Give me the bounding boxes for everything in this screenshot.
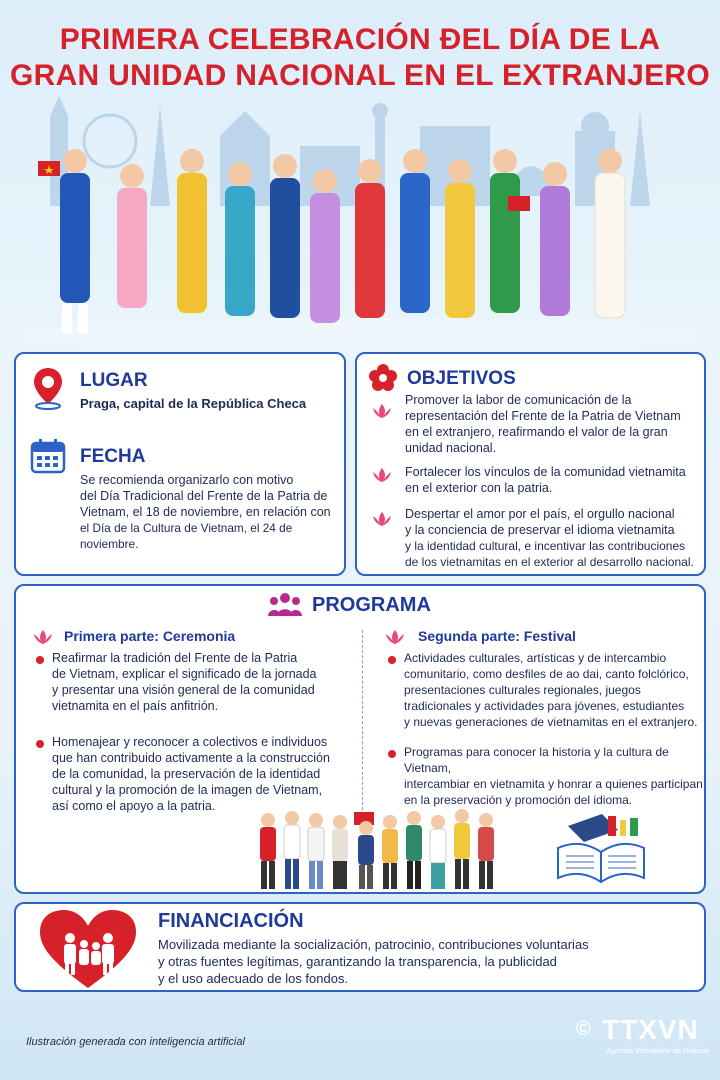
lugar-text: Praga, capital de la República Checa — [80, 396, 307, 411]
part1-line: y presentar una visión general de la comunidad — [52, 683, 315, 697]
bullet — [388, 656, 396, 664]
objetivo-line: de los vietnamitas en el exterior al desarrollo nacional. — [405, 555, 694, 569]
part1-line: Reafirmar la tradición del Frente de la Patria — [52, 651, 298, 665]
objetivo-line: Fortalecer los vínculos de la comunidad vietnamita — [405, 465, 686, 479]
fecha-line: del Día Tradicional del Frente de la Patria de — [80, 489, 328, 503]
financiacion-heading: FINANCIACIÓN — [158, 910, 304, 932]
part2-item — [404, 744, 704, 808]
financiacion-line: Movilizada mediante la socialización, patrocinio, contribuciones voluntarias — [158, 937, 589, 952]
open-book-illustration — [548, 812, 654, 888]
part2-line: Programas para conocer la historia y la cultura de Vietnam, — [404, 745, 669, 775]
objetivo-line: en el extranjero, reafirmando el valor de la gran — [405, 425, 668, 439]
fecha-line: el Día de la Cultura de Vietnam, el 24 de noviembre. — [80, 521, 293, 551]
family-heart-icon — [38, 908, 138, 990]
part1-title: Primera parte: Ceremonia — [64, 628, 236, 644]
objetivo-item — [405, 506, 703, 570]
part1-line: cultural y la promoción de la imagen de Vietnam, — [52, 783, 323, 797]
landmarks-and-people-illustration — [0, 96, 720, 348]
lugar-fecha-card — [14, 352, 346, 576]
part1-item — [52, 650, 362, 714]
financiacion-text — [158, 936, 698, 987]
objetivos-heading: OBJETIVOS — [407, 368, 516, 389]
part2-line: en la preservación y promoción del idioma. — [404, 793, 633, 807]
part2-line: Actividades culturales, artísticas y de intercambio — [404, 651, 667, 665]
bullet — [388, 750, 396, 758]
fecha-line: Vietnam, el 18 de noviembre, en relación con — [80, 505, 331, 519]
part1-line: de Vietnam, explicar el significado de la jornada — [52, 667, 317, 681]
people-group-icon — [268, 592, 302, 618]
copyright-symbol: © — [576, 1018, 591, 1040]
objetivo-line: y la conciencia de preservar el idioma vietnamita — [405, 523, 675, 537]
ttxvn-logo: TTXVN — [602, 1014, 699, 1045]
lotus-icon — [369, 510, 395, 528]
part1-line: de la comunidad, la preservación de la identidad — [52, 767, 321, 781]
community-crowd-illustration — [254, 808, 516, 892]
fecha-text — [80, 472, 344, 552]
column-divider — [362, 630, 363, 810]
objetivo-line: unidad nacional. — [405, 441, 497, 455]
fecha-heading: FECHA — [80, 446, 146, 467]
part2-line: tradicionales y actividades para jóvenes, estudiantes — [404, 699, 685, 713]
calendar-icon — [30, 438, 66, 474]
lotus-icon — [382, 628, 408, 646]
ai-illustration-note: Ilustración generada con inteligencia artificial — [26, 1036, 245, 1048]
bullet — [36, 740, 44, 748]
part1-item — [52, 734, 362, 814]
lotus-icon — [369, 402, 395, 420]
part2-line: comunitario, como desfiles de ao dai, canto folclórico, — [404, 667, 689, 681]
objetivo-item — [405, 464, 701, 496]
objetivo-line: en el exterior con la patria. — [405, 481, 553, 495]
title-line-1: PRIMERA CELEBRACIÓN ĐEL DÍA DE LA — [59, 23, 661, 56]
map-pin-icon — [32, 366, 64, 410]
page-title — [0, 22, 720, 94]
hero-illustration — [0, 96, 720, 348]
lugar-heading: LUGAR — [80, 370, 148, 391]
part2-line: intercambiar en vietnamita y honrar a quienes participan — [404, 777, 703, 791]
fecha-line: Se recomienda organizarlo con motivo — [80, 473, 294, 487]
financiacion-card — [14, 902, 706, 992]
part2-line: y nuevas generaciones de vietnamitas en el extranjero. — [404, 715, 698, 729]
part1-line: Homenajear y reconocer a colectivos e individuos — [52, 735, 328, 749]
lotus-icon — [30, 628, 56, 646]
part2-title: Segunda parte: Festival — [418, 628, 576, 644]
financiacion-line: y el uso adecuado de los fondos. — [158, 971, 349, 986]
part1-line: que han contribuido activamente a la construcción — [52, 751, 330, 765]
programa-card — [14, 584, 706, 894]
programa-heading: PROGRAMA — [312, 594, 431, 616]
objetivos-card — [355, 352, 706, 576]
part2-line: presentaciones culturales regionales, juegos — [404, 683, 641, 697]
title-line-2: GRAN UNIDAD NACIONAL EN EL EXTRANJERO — [9, 59, 711, 92]
lotus-icon — [369, 466, 395, 484]
lotus-flower-icon — [369, 364, 397, 392]
part1-line: vietnamita en el país anfitrión. — [52, 699, 219, 713]
part2-item — [404, 650, 704, 730]
objetivo-line: Promover la labor de comunicación de la — [405, 393, 632, 407]
objetivo-line: Despertar el amor por el país, el orgullo nacional — [405, 507, 675, 521]
financiacion-line: y otras fuentes legítimas, garantizando la transparencia, la publicidad — [158, 954, 557, 969]
objetivo-line: representación del Frente de la Patria de Vietnam — [405, 409, 681, 423]
objetivo-line: y la identidad cultural, e incentivar las contribuciones — [405, 539, 686, 553]
bullet — [36, 656, 44, 664]
objetivo-item — [405, 392, 701, 456]
ttxvn-logo-subtitle: Agencia Vietnamita de Noticias — [606, 1046, 710, 1055]
part1-line: así como el apoyo a la patria. — [52, 799, 216, 813]
